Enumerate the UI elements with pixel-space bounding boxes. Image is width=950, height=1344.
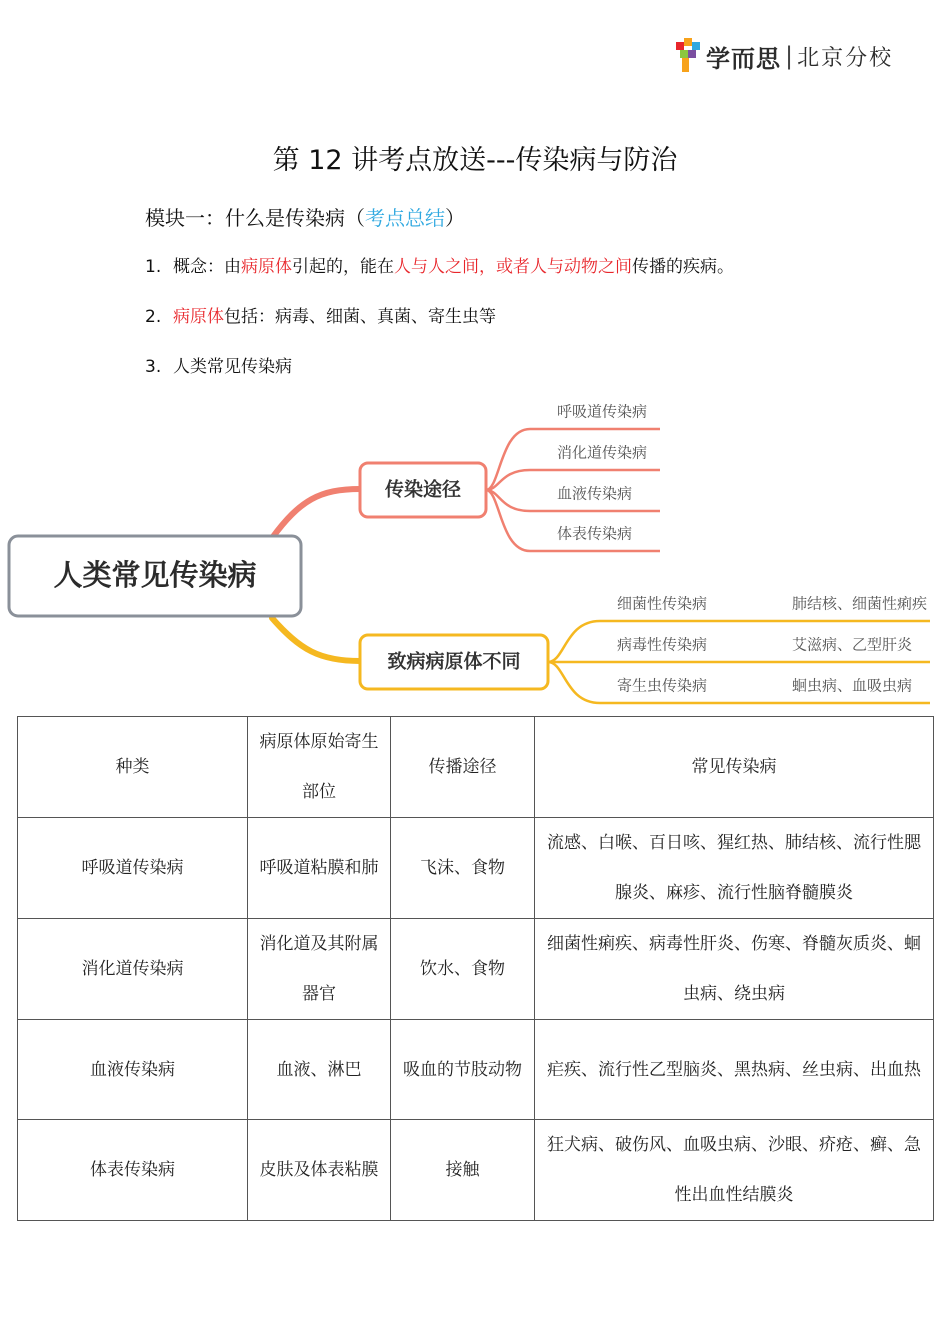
table-cell: 细菌性痢疾、病毒性肝炎、伤寒、脊髓灰质炎、蛔虫病、绕虫病	[535, 919, 934, 1020]
list-item	[145, 252, 734, 277]
colorful-tetris-mark-icon	[676, 38, 700, 74]
branch-pathogen-leaf-example: 艾滋病、乙型肝炎	[792, 635, 913, 654]
mind-map	[0, 390, 950, 710]
list-item-number: 1.	[145, 257, 162, 277]
connector-root-to-route	[272, 489, 360, 538]
branch-node-route-label: 传染途径	[384, 478, 462, 501]
branch-route-leaf-label: 呼吸道传染病	[557, 402, 648, 421]
table-cell: 吸血的节肢动物	[391, 1020, 535, 1120]
table-cell: 血液、淋巴	[248, 1020, 391, 1120]
branch-pathogen-leaf-label: 寄生虫传染病	[617, 676, 708, 695]
table-header-row	[18, 717, 934, 818]
list-item-text: 引起的，能在	[292, 257, 394, 277]
table-cell: 疟疾、流行性乙型脑炎、黑热病、丝虫病、出血热	[535, 1020, 934, 1120]
logo-branch: 北京分校	[797, 45, 894, 71]
module-prefix: 模块一：什么是传染病（	[145, 206, 365, 230]
branch-pathogen-leaf-example: 肺结核、细菌性痢疾	[792, 594, 928, 613]
table-row	[18, 1020, 934, 1120]
list-item-number: 3.	[145, 357, 162, 377]
branch-route-leaf-label: 消化道传染病	[557, 443, 648, 462]
table-cell: 呼吸道粘膜和肺	[248, 818, 391, 919]
list-item-text: 概念：由	[173, 257, 241, 277]
table-cell: 血液传染病	[18, 1020, 248, 1120]
table-cell: 体表传染病	[18, 1120, 248, 1221]
module-suffix: ）	[445, 206, 465, 230]
connector-root-to-pathogen	[272, 618, 360, 661]
table-cell: 消化道传染病	[18, 919, 248, 1020]
branch-route-leaf-label: 血液传染病	[557, 484, 633, 503]
table-cell: 饮水、食物	[391, 919, 535, 1020]
logo-separator: |	[785, 42, 794, 70]
table-header-cell: 传播途径	[391, 717, 535, 818]
list-item-text: 包括：病毒、细菌、真菌、寄生虫等	[224, 307, 496, 327]
table-cell: 呼吸道传染病	[18, 818, 248, 919]
table-row	[18, 1120, 934, 1221]
highlight-text: 人与人之间，或者人与动物之间	[394, 257, 632, 277]
list-item-text: 传播的疾病。	[632, 257, 734, 277]
table-row	[18, 919, 934, 1020]
page-title: 第 12 讲考点放送---传染病与防治	[272, 145, 678, 176]
table-row	[18, 818, 934, 919]
branch-pathogen-leaf-label: 细菌性传染病	[617, 594, 708, 613]
branch-route-leaf-label: 体表传染病	[557, 524, 633, 543]
branch-node-pathogen-label: 致病病原体不同	[387, 650, 521, 673]
disease-table	[17, 716, 934, 1221]
highlight-text: 病原体	[241, 257, 292, 277]
table-cell: 飞沫、食物	[391, 818, 535, 919]
table-cell: 消化道及其附属器官	[248, 919, 391, 1020]
table-header-cell: 病原体原始寄生部位	[248, 717, 391, 818]
table-cell: 接触	[391, 1120, 535, 1221]
brand-logo	[676, 36, 906, 76]
module-highlight: 考点总结	[365, 206, 445, 230]
list-item	[145, 302, 496, 327]
root-node-label: 人类常见传染病	[53, 558, 257, 592]
module-heading	[145, 202, 465, 231]
list-item-text: 人类常见传染病	[173, 357, 292, 377]
logo-name: 学而思	[706, 44, 781, 73]
branch-pathogen-leaf-label: 病毒性传染病	[617, 635, 708, 654]
table-cell: 狂犬病、破伤风、血吸虫病、沙眼、疥疮、癣、急性出血性结膜炎	[535, 1120, 934, 1221]
list-item	[145, 352, 292, 377]
list-item-number: 2.	[145, 307, 162, 327]
table-cell: 皮肤及体表粘膜	[248, 1120, 391, 1221]
branch-pathogen-leaf-example: 蛔虫病、血吸虫病	[792, 676, 913, 695]
table-header-cell: 常见传染病	[535, 717, 934, 818]
table-header-cell: 种类	[18, 717, 248, 818]
highlight-text: 病原体	[173, 307, 224, 327]
table-cell: 流感、白喉、百日咳、猩红热、肺结核、流行性腮腺炎、麻疹、流行性脑脊髓膜炎	[535, 818, 934, 919]
